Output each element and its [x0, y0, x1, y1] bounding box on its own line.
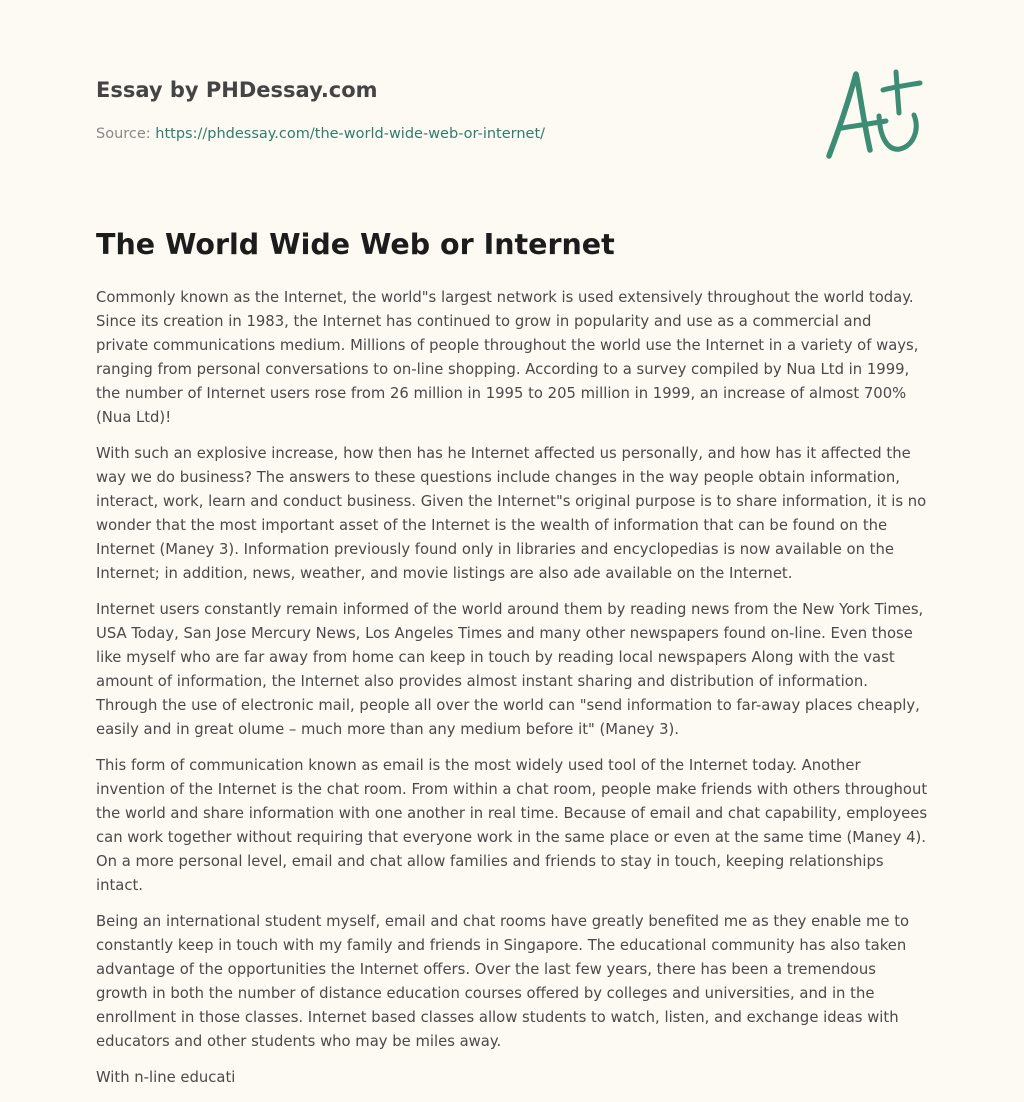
source-line: [96, 124, 545, 144]
essay-body: [96, 286, 928, 1102]
essay-page: [96, 0, 928, 1100]
essay-paragraph: With n-line educati: [96, 1069, 236, 1086]
source-link[interactable]: https://phdessay.com/the-world-wide-web-or-internet/: [155, 126, 546, 142]
essay-paragraph: Being an international student myself, email and chat rooms have greatly benefited me as they enable me to constantly keep in touch with my family and friends in Singapore. The educational community has also taken advantage of the opportunities the Internet offers. Over the last few years, there has been a tremendous growth in both the number of distance education courses offered by colleges and universities, and in the enrollment in those classes. Internet based classes allow students to watch, listen, and exchange ideas with educators and other students who may be miles away.: [96, 913, 910, 1050]
essay-title: The World Wide Web or Internet: [96, 228, 615, 261]
essay-paragraph: This form of communication known as email is the most widely used tool of the Internet today. Another invention of the Internet is the chat room. From within a chat room, people make friends with others throughout the world and share information with one another in real time. Because of email and chat capability, employees can work together without requiring that everyone work in the same place or even at the same time (Maney 4). On a more personal level, email and chat allow families and friends to stay in touch, keeping relationships intact.: [96, 757, 928, 894]
a-plus-logo-icon: [824, 68, 928, 164]
brand-title: Essay by PHDessay.com: [96, 78, 378, 102]
essay-paragraph: Commonly known as the Internet, the world"s largest network is used extensively throughout the world today. Since its creation in 1983, the Internet has continued to grow in popularity and use as a commercial and private communications medium. Millions of people throughout the world use the Internet in a variety of ways, ranging from personal conversations to on-line shopping. According to a survey compiled by Nua Ltd in 1999, the number of Internet users rose from 26 million in 1995 to 205 million in 1999, an increase of almost 700% (Nua Ltd)!: [96, 289, 919, 426]
essay-paragraph: With such an explosive increase, how then has he Internet affected us personally, and how has it affected the way we do business? The answers to these questions include changes in the way people obtain information, interact, work, learn and conduct business. Given the Internet"s original purpose is to share information, it is no wonder that the most important asset of the Internet is the wealth of information that can be found on the Internet (Maney 3). Information previously found only in libraries and encyclopedias is now available on the Internet; in addition, news, weather, and movie listings are also ade available on the Internet.: [96, 445, 927, 582]
essay-paragraph: Internet users constantly remain informed of the world around them by reading news from the New York Times, USA Today, San Jose Mercury News, Los Angeles Times and many other newspapers found on-line. Even those like myself who are far away from home can keep in touch by reading local newspapers Along with the vast amount of information, the Internet also provides almost instant sharing and distribution of information. Through the use of electronic mail, people all over the world can "send information to far-away places cheaply, easily and in great olume – much more than any medium before it" (Maney 3).: [96, 601, 924, 738]
source-label: Source:: [96, 126, 151, 142]
essay-header: [96, 76, 928, 166]
